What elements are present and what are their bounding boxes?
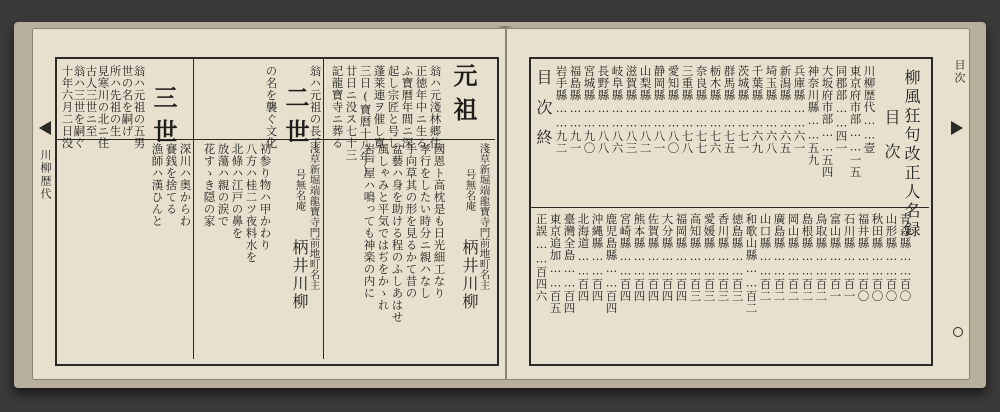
bio-gen3-5: 古人三世ニ至: [84, 65, 99, 137]
section-divider-2: [193, 59, 194, 359]
toc-entry: 香川縣……百三: [716, 213, 731, 302]
open-book: [14, 22, 986, 388]
left-margin-arrow-icon: [39, 121, 51, 135]
toc-entry: 愛知縣……八〇: [666, 65, 681, 154]
toc-divider: [531, 207, 929, 208]
toc-entry: 滋賀縣……八三: [624, 65, 639, 154]
toc-entry: 宮城縣……九〇: [582, 65, 597, 154]
right-pen-name: 号無名庵: [464, 169, 477, 211]
bio-gen3-7: 十年六月二日没: [60, 65, 75, 149]
bio-col-7: 廿日ニ没ス七十三: [344, 65, 359, 161]
toc-entry: 高知縣……百三: [688, 213, 703, 302]
toc-entry: 山梨縣……八二: [638, 65, 653, 154]
toc-end-label: 目次終: [534, 69, 553, 159]
toc-entry: 静岡縣……八一: [652, 65, 667, 154]
toc-entry: 廣島縣……百二: [772, 213, 787, 302]
right-margin-arrow-icon: [951, 121, 963, 135]
title-ganso: 元祖: [449, 63, 478, 131]
bio-gen3-2: 世の名を嗣げ: [120, 65, 135, 137]
verse-l-4: 放蕩ハ親の涙で: [216, 143, 231, 227]
bio-gen3-1: 翁ハ元祖の五男: [132, 65, 147, 149]
gen2-column-header: 淺草新堀端龍寶寺門前地町名主: [308, 143, 321, 290]
bio-col-4: 起し宗匠と号し: [386, 65, 401, 149]
toc-entry: 佐賀縣……百四: [646, 213, 661, 302]
toc-entry: 秋田縣……百〇: [870, 213, 885, 302]
verse-r-3: 手向草其の形を見るかて昔の: [404, 143, 419, 299]
toc-entry: 栃木縣……七六: [708, 65, 723, 154]
verse-l-6: 深川ハ奥からわ: [178, 143, 193, 227]
bio-col-2: 正徳年中ニ生る: [414, 65, 429, 149]
bio-col-3: ふ寶暦年間ニ深: [400, 65, 415, 149]
bio-col-5: 蓬莱連ヲ催し寛: [372, 65, 387, 149]
toc-entry: 鹿児島縣……百四: [604, 213, 619, 314]
toc-entry: 岡山縣……百二: [786, 213, 801, 302]
gen2-author: 柄井川柳: [290, 239, 309, 311]
toc-entry: 茨城縣……七一: [736, 65, 751, 154]
toc-entry: 同郡部……四一: [834, 65, 849, 154]
bio-col-8: 記龍寶寺ニ葬る: [330, 65, 345, 149]
toc-entry: 川柳歴代……壹: [862, 65, 877, 154]
verse-r-1: 國恩ト高枕是も日光細工なり: [432, 143, 447, 299]
toc-entry: 山形縣……百〇: [884, 213, 899, 302]
bio-gen3-3: 所ハ先祖の生: [108, 65, 123, 137]
verse-r-5: 風しゃみと平気ではぢをかゝれ: [376, 143, 391, 311]
toc-entry: 徳島縣……百三: [730, 213, 745, 302]
verse-r-6: 岩戸屋ハ鳴っても神楽の内に: [362, 143, 377, 299]
toc-entry: 東京追加……百五: [548, 213, 563, 314]
toc-entry: 兵庫縣……六一: [792, 65, 807, 154]
right-page: [506, 28, 970, 380]
left-page: [32, 28, 506, 380]
toc-entry: 和歌山縣……百二: [744, 213, 759, 314]
bio-gen3-4: 見寒川の北ニ住: [96, 65, 111, 149]
toc-entry: 岐阜縣……八六: [610, 65, 625, 154]
toc-entry: 三重縣……七八: [680, 65, 695, 154]
toc-entry: 新潟縣……六五: [778, 65, 793, 154]
toc-entry: 臺灣全島……百四: [562, 213, 577, 314]
toc-entry: 青森縣……百〇: [898, 213, 913, 302]
bio-col-1: 翁ハ元淺林郷住: [428, 65, 443, 149]
bio-gen3-6: 翁ハ三世を嗣ぐ: [72, 65, 87, 149]
left-margin-tab: 川柳歴代: [39, 149, 52, 201]
verse-l-7: 賽銭を捨てる: [164, 143, 179, 215]
toc-label: 目次: [882, 109, 901, 177]
toc-entry: 福岡縣……百四: [674, 213, 689, 302]
toc-entry: 群馬縣……七五: [722, 65, 737, 154]
toc-entry: 沖縄縣……百四: [590, 213, 605, 302]
toc-entry: 長野縣……八八: [596, 65, 611, 154]
toc-entry: 奈良縣……七七: [694, 65, 709, 154]
right-margin-tab: 目次: [953, 59, 966, 85]
section-divider-1: [323, 59, 324, 359]
verse-r-2: 孝行をしたい時分ニ親ハなし: [418, 143, 433, 299]
toc-entry: 正誤……百四六: [534, 213, 549, 302]
toc-entry: 愛媛縣……百三: [702, 213, 717, 302]
page-number-circle-icon: [953, 327, 963, 337]
right-column-header: 淺草新堀端龍寶寺門前地町名主: [478, 143, 491, 290]
bio-gen2-1: 翁ハ元祖の長子: [308, 65, 323, 149]
toc-entry: 神奈川縣……五九: [806, 65, 821, 166]
verse-l-3: 北條ハ江戸の鼻を: [230, 143, 245, 239]
bio-col-6: 三日(寶暦十八年): [358, 65, 373, 178]
toc-entry: 島根縣……百二: [800, 213, 815, 302]
toc-entry: 大分縣……百四: [660, 213, 675, 302]
verse-l-5: 花すゝき隠の家: [202, 143, 217, 227]
toc-entry: 福島縣……九一: [568, 65, 583, 154]
toc-entry: 東京府市部……一五: [848, 65, 863, 178]
right-author: 柄井川柳: [460, 239, 479, 311]
toc-entry: 熊本縣……百四: [632, 213, 647, 302]
verse-l-2: 八方ハ桂二ツ夜料水を: [244, 143, 259, 263]
verse-r-4: 盆藝ハ身を助ける程のふしあはせ: [390, 143, 405, 323]
toc-entry: 富山縣……百一: [828, 213, 843, 302]
gen3-label: 三世: [149, 85, 178, 153]
gen2-label: 二世: [281, 85, 310, 153]
verse-l-1: 初参り物ハ甲かわり: [258, 143, 273, 251]
verse-l-8: 漁師ハ漢ひんと: [150, 143, 165, 227]
toc-entry: 埼玉縣……六八: [764, 65, 779, 154]
bio-gen2-2: の名を襲ぐ文化: [264, 65, 279, 149]
toc-entry: 山口縣……百二: [758, 213, 773, 302]
toc-entry: 北海道……百四: [576, 213, 591, 302]
toc-entry: 岩手縣……九二: [554, 65, 569, 154]
toc-entry: 石川縣……百一: [842, 213, 857, 302]
gen2-pen-name: 号無名庵: [294, 169, 307, 211]
book-title: 柳風狂句改正人名録: [902, 69, 921, 240]
toc-entry: 宮崎縣……百四: [618, 213, 633, 302]
toc-entry: 千葉縣……六九: [750, 65, 765, 154]
toc-entry: 大坂府市部……五四: [820, 65, 835, 178]
toc-entry: 福井縣……百〇: [856, 213, 871, 302]
toc-entry: 鳥取縣……百二: [814, 213, 829, 302]
